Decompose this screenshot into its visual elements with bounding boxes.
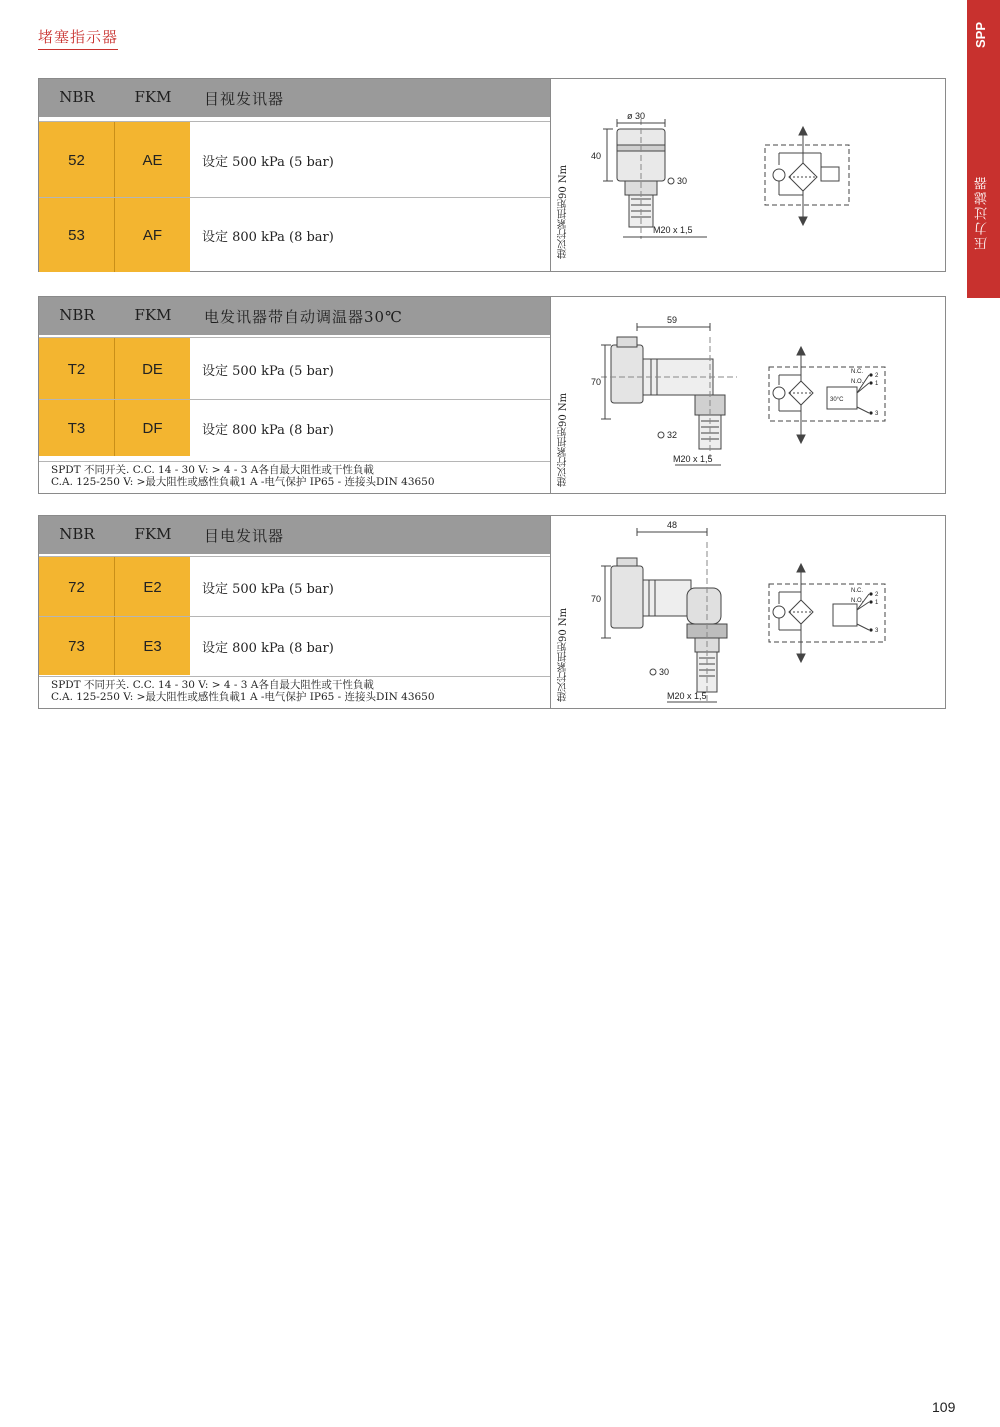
nbr-code: 72 (39, 557, 115, 617)
dim-hex: 30 (677, 176, 688, 186)
torque-note: 建议拧紧扭矩90 Nm (558, 392, 569, 487)
setting-desc: 设定 500 kPa (5 bar) (202, 154, 334, 170)
indicator-section-electric-thermostat (38, 296, 946, 494)
setting-desc: 设定 800 kPa (8 bar) (202, 422, 334, 438)
dim-height: 70 (591, 594, 602, 604)
page-number: 109 (932, 1399, 956, 1415)
side-tab-category: 压力过滤器 (975, 175, 990, 250)
table-row (39, 121, 550, 198)
dim-thread: M20 x 1,5 (653, 225, 693, 235)
dim-width: 59 (667, 315, 678, 325)
spec-note (39, 676, 550, 703)
hex-symbol (668, 178, 674, 184)
spec-note-line: SPDT 不同开关. C.C. 14 - 30 V: > 4 - 3 A各自最大阻性或干性負載 (51, 464, 374, 476)
nbr-code: 52 (39, 122, 115, 198)
dim-thread: M20 x 1,5 (667, 691, 707, 701)
fkm-code: AF (115, 198, 190, 272)
dim-diameter: ø 30 (627, 111, 646, 121)
symbol-nc: N.C. (851, 369, 863, 375)
header-type: 电发讯器带自动调温器30℃ (204, 308, 403, 326)
fkm-code: DE (115, 338, 190, 400)
electric-indicator-drawing (551, 516, 943, 708)
indicator-section-visual (38, 78, 946, 272)
setting-desc: 设定 800 kPa (8 bar) (202, 640, 334, 656)
setting-desc: 设定 800 kPa (8 bar) (202, 229, 334, 245)
table-header (39, 79, 550, 117)
thermostat-indicator-drawing (551, 297, 943, 493)
hex-symbol (658, 432, 664, 438)
table-header (39, 297, 550, 335)
table-row (39, 399, 550, 456)
dim-height: 40 (591, 151, 602, 161)
symbol-nc: N.C. (851, 588, 863, 594)
hex-symbol (650, 669, 656, 675)
symbol-terminal-3: 3 (875, 628, 879, 634)
side-tab (967, 0, 1000, 298)
setting-desc: 设定 500 kPa (5 bar) (202, 581, 334, 597)
dim-thread: M20 x 1,5 (673, 454, 713, 464)
nbr-code: 73 (39, 617, 115, 675)
fkm-code: E2 (115, 557, 190, 617)
visual-indicator-drawing (551, 79, 943, 271)
header-nbr: NBR (59, 88, 95, 106)
symbol-terminal-1: 1 (875, 600, 879, 606)
side-tab-code: SPP (973, 22, 988, 49)
header-type: 目视发讯器 (204, 90, 285, 108)
dim-hex: 30 (659, 667, 670, 677)
fkm-code: DF (115, 400, 190, 456)
table-header (39, 516, 550, 554)
table-row (39, 337, 550, 400)
page-title: 堵塞指示器 (38, 26, 118, 50)
symbol-terminal-2: 2 (875, 373, 879, 379)
table-row (39, 616, 550, 675)
nbr-code: T2 (39, 338, 115, 400)
symbol-terminal-2: 2 (875, 592, 879, 598)
symbol-terminal-1: 1 (875, 381, 879, 387)
table-row (39, 556, 550, 617)
torque-note: 建议拧紧扭矩90 Nm (558, 164, 569, 259)
nbr-code: T3 (39, 400, 115, 456)
header-fkm: FKM (134, 306, 172, 324)
symbol-temp: 30°C (830, 397, 844, 403)
symbol-terminal-3: 3 (875, 411, 879, 417)
setting-desc: 设定 500 kPa (5 bar) (202, 363, 334, 379)
spec-note (39, 461, 550, 488)
header-type: 目电发讯器 (204, 527, 285, 545)
symbol-no: N.O. (851, 379, 864, 385)
table-row (39, 197, 550, 272)
fkm-code: AE (115, 122, 190, 198)
fkm-code: E3 (115, 617, 190, 675)
dim-width: 48 (667, 520, 678, 530)
spec-note-line: SPDT 不同开关. C.C. 14 - 30 V: > 4 - 3 A各自最大阻性或干性負載 (51, 679, 374, 691)
spec-note-line: C.A. 125-250 V: >最大阻性或感性負載1 A -电气保护 IP65 - 连接头DIN 43650 (51, 476, 435, 488)
header-nbr: NBR (59, 306, 95, 324)
indicator-section-electric (38, 515, 946, 709)
nbr-code: 53 (39, 198, 115, 272)
symbol-no: N.O. (851, 598, 864, 604)
torque-note: 建议拧紧扭矩90 Nm (558, 607, 569, 702)
header-fkm: FKM (134, 88, 172, 106)
dim-hex: 32 (667, 430, 678, 440)
header-fkm: FKM (134, 525, 172, 543)
header-nbr: NBR (59, 525, 95, 543)
spec-note-line: C.A. 125-250 V: >最大阻性或感性負載1 A -电气保护 IP65 - 连接头DIN 43650 (51, 691, 435, 703)
dim-height: 70 (591, 377, 602, 387)
